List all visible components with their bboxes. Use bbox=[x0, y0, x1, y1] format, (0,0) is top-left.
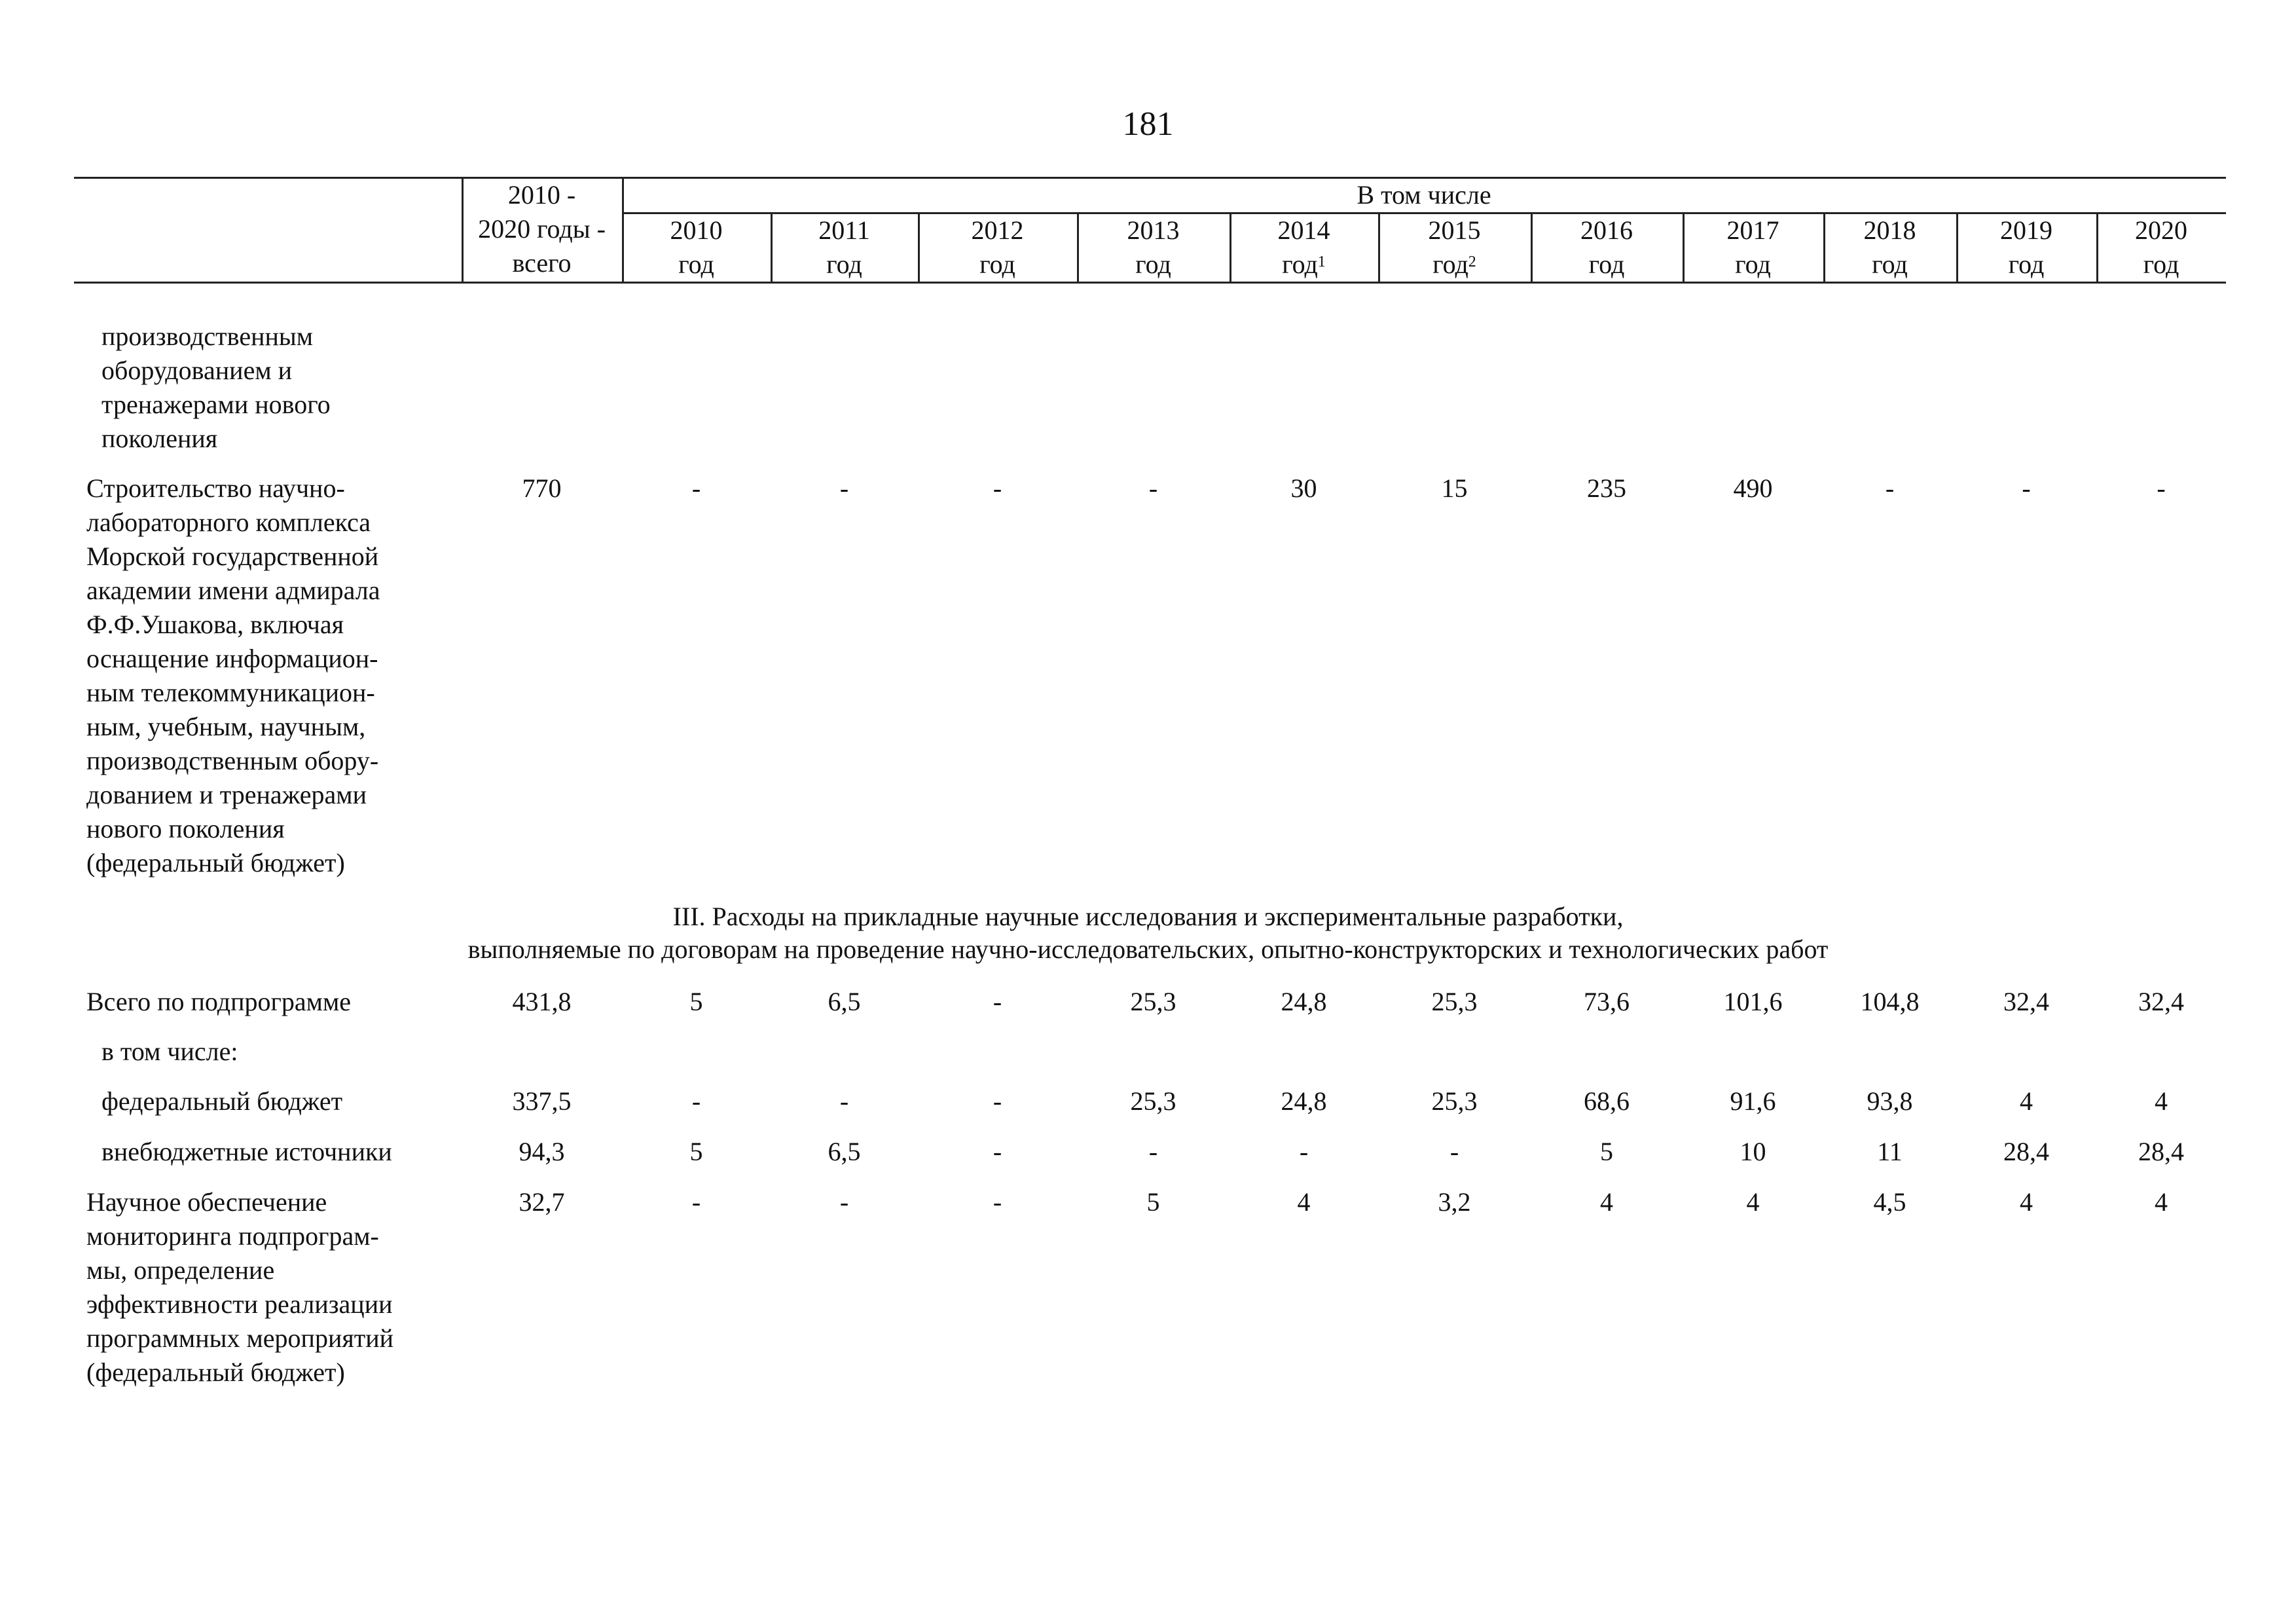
row-label-line: мы, определение bbox=[86, 1255, 275, 1285]
year-header-2018 bbox=[1823, 213, 1956, 282]
cell-year-2020: 28,4 bbox=[2138, 1137, 2184, 1166]
cell-year-2018: 93,8 bbox=[1867, 1086, 1913, 1116]
cell-year-2017: 4 bbox=[1746, 1187, 1760, 1217]
row-label-line: Строительство научно- bbox=[86, 473, 345, 503]
cell-year-2016: 68,6 bbox=[1584, 1086, 1630, 1116]
cell-year-2020: 4 bbox=[2155, 1187, 2168, 1217]
cell-total: 94,3 bbox=[519, 1137, 565, 1166]
year-header-word: год$^1$ bbox=[1282, 249, 1326, 279]
row-label-line: производственным обору- bbox=[86, 746, 379, 775]
year-header-year: 2012 bbox=[971, 215, 1024, 245]
cell-year-2020: 32,4 bbox=[2138, 987, 2184, 1016]
section-title-line: выполняемые по договорам на проведение научно-исследовательских, опытно-конструкторских и технологических работ bbox=[467, 934, 1829, 964]
header-bottom-rule bbox=[74, 282, 2226, 284]
cell-year-2018: - bbox=[1885, 473, 1895, 503]
row-label-line: дованием и тренажерами bbox=[86, 780, 367, 809]
row-label-line: программных мероприятий bbox=[86, 1323, 394, 1353]
cell-total: 337,5 bbox=[512, 1086, 572, 1116]
year-header-year: 2015 bbox=[1428, 215, 1481, 245]
row-label-line: мониторинга подпрограм- bbox=[86, 1221, 379, 1251]
row-label-line: Всего по подпрограмме bbox=[86, 987, 352, 1016]
cell-year-2012: - bbox=[993, 473, 1002, 503]
cell-year-2010: 5 bbox=[689, 987, 703, 1016]
year-header-word: год bbox=[2143, 249, 2179, 279]
year-header-word: год bbox=[1872, 249, 1908, 279]
year-header-word: год bbox=[678, 249, 714, 279]
header-total-line: 2020 годы - bbox=[478, 214, 606, 244]
cell-year-2014: 24,8 bbox=[1281, 1086, 1327, 1116]
header-total-line: 2010 - bbox=[507, 180, 576, 210]
row-label-line: эффективности реализации bbox=[86, 1289, 393, 1319]
year-header-2012 bbox=[918, 213, 1077, 282]
cell-year-2013: - bbox=[1148, 1137, 1158, 1166]
row-label-line: в том числе: bbox=[101, 1037, 238, 1066]
cell-year-2015: 15 bbox=[1441, 473, 1468, 503]
row-label bbox=[101, 1135, 507, 1169]
footnote-mark: 2 bbox=[1468, 253, 1476, 270]
cell-year-2011: 6,5 bbox=[828, 1137, 861, 1166]
row-label-line: академии имени адмирала bbox=[86, 576, 380, 605]
cell-year-2019: 32,4 bbox=[2003, 987, 2049, 1016]
row-label bbox=[101, 1035, 507, 1069]
year-header-word: год bbox=[1588, 249, 1625, 279]
cell-year-2016: 5 bbox=[1600, 1137, 1613, 1166]
cell-year-2011: - bbox=[839, 1187, 849, 1217]
year-header-year: 2014 bbox=[1277, 215, 1330, 245]
year-header-2019 bbox=[1956, 213, 2096, 282]
row-label-line: оснащение информацион- bbox=[86, 644, 378, 673]
cell-year-2014: - bbox=[1299, 1137, 1309, 1166]
cell-year-2019: 4 bbox=[2020, 1187, 2033, 1217]
year-header-year: 2011 bbox=[818, 215, 870, 245]
cell-year-2015: - bbox=[1449, 1137, 1459, 1166]
year-header-year: 2018 bbox=[1863, 215, 1916, 245]
year-header-word: год bbox=[1735, 249, 1771, 279]
row-label-line: (федеральный бюджет) bbox=[86, 848, 345, 877]
cell-year-2010: 5 bbox=[689, 1137, 703, 1166]
cell-year-2012: - bbox=[993, 1137, 1002, 1166]
cell-year-2012: - bbox=[993, 1086, 1002, 1116]
row-label-line: Научное обеспечение bbox=[86, 1187, 327, 1217]
year-header-2010 bbox=[622, 213, 771, 282]
year-header-2014 bbox=[1230, 213, 1378, 282]
row-label-line: нового поколения bbox=[86, 814, 285, 843]
year-header-word: год bbox=[826, 249, 862, 279]
row-label-line: лабораторного комплекса bbox=[86, 507, 371, 537]
year-header-word: год bbox=[1135, 249, 1171, 279]
cell-year-2018: 11 bbox=[1877, 1137, 1903, 1166]
header-group-label: В том числе bbox=[1357, 180, 1491, 210]
year-header-year: 2020 bbox=[2135, 215, 2187, 245]
cell-year-2019: 28,4 bbox=[2003, 1137, 2049, 1166]
year-header-word: год bbox=[979, 249, 1015, 279]
cell-year-2013: 25,3 bbox=[1130, 987, 1176, 1016]
row-label bbox=[86, 1185, 492, 1390]
cell-year-2011: - bbox=[839, 473, 849, 503]
row-label-line: внебюджетные источники bbox=[101, 1137, 392, 1166]
row-label-line: поколения bbox=[101, 424, 218, 453]
cell-year-2010: - bbox=[691, 473, 701, 503]
cell-total: 770 bbox=[522, 473, 562, 503]
row-label-line: Ф.Ф.Ушакова, включая bbox=[86, 610, 344, 639]
row-label-line: производственным bbox=[101, 322, 314, 351]
cell-year-2012: - bbox=[993, 1187, 1002, 1217]
cell-year-2012: - bbox=[993, 987, 1002, 1016]
cell-year-2017: 10 bbox=[1740, 1137, 1766, 1166]
row-label-line: федеральный бюджет bbox=[101, 1086, 343, 1116]
cell-year-2015: 25,3 bbox=[1431, 987, 1478, 1016]
year-header-2016 bbox=[1531, 213, 1683, 282]
row-label-line: тренажерами нового bbox=[101, 390, 331, 419]
cell-year-2011: - bbox=[839, 1086, 849, 1116]
year-header-word: год bbox=[2008, 249, 2045, 279]
year-header-2011 bbox=[771, 213, 918, 282]
header-total-col bbox=[462, 178, 622, 280]
row-label-line: оборудованием и bbox=[101, 356, 293, 385]
row-label-line: ным телекоммуникацион- bbox=[86, 678, 375, 707]
cell-year-2015: 25,3 bbox=[1431, 1086, 1478, 1116]
year-header-2017 bbox=[1683, 213, 1823, 282]
footnote-mark: 1 bbox=[1317, 253, 1326, 270]
cell-year-2020: 4 bbox=[2155, 1086, 2168, 1116]
page-number: 181 bbox=[1122, 105, 1174, 143]
cell-year-2016: 235 bbox=[1587, 473, 1626, 503]
year-header-year: 2010 bbox=[670, 215, 723, 245]
cell-year-2013: - bbox=[1148, 473, 1158, 503]
year-header-2020 bbox=[2096, 213, 2226, 282]
cell-total: 431,8 bbox=[512, 987, 572, 1016]
row-label-line: Морской государственной bbox=[86, 542, 379, 571]
cell-year-2017: 490 bbox=[1733, 473, 1773, 503]
cell-year-2010: - bbox=[691, 1187, 701, 1217]
cell-year-2017: 101,6 bbox=[1723, 987, 1783, 1016]
row-label bbox=[86, 985, 492, 1019]
cell-year-2016: 73,6 bbox=[1584, 987, 1630, 1016]
cell-year-2018: 4,5 bbox=[1873, 1187, 1906, 1217]
year-header-year: 2016 bbox=[1580, 215, 1633, 245]
cell-year-2018: 104,8 bbox=[1860, 987, 1920, 1016]
cell-year-2013: 25,3 bbox=[1130, 1086, 1176, 1116]
row-label-line: ным, учебным, научным, bbox=[86, 712, 366, 741]
cell-year-2016: 4 bbox=[1600, 1187, 1613, 1217]
cell-year-2019: 4 bbox=[2020, 1086, 2033, 1116]
year-header-year: 2017 bbox=[1726, 215, 1779, 245]
cell-total: 32,7 bbox=[519, 1187, 565, 1217]
year-header-word: год$^2$ bbox=[1432, 249, 1476, 279]
header-total-line: всего bbox=[512, 248, 572, 278]
cell-year-2019: - bbox=[2022, 473, 2031, 503]
year-header-2015 bbox=[1378, 213, 1531, 282]
cell-year-2014: 24,8 bbox=[1281, 987, 1327, 1016]
row-label bbox=[86, 471, 492, 880]
row-label bbox=[101, 320, 507, 456]
cell-year-2014: 30 bbox=[1290, 473, 1317, 503]
row-label bbox=[101, 1084, 507, 1118]
cell-year-2011: 6,5 bbox=[828, 987, 861, 1016]
cell-year-2015: 3,2 bbox=[1438, 1187, 1471, 1217]
cell-year-2020: - bbox=[2157, 473, 2166, 503]
cell-year-2010: - bbox=[691, 1086, 701, 1116]
year-header-2013 bbox=[1077, 213, 1230, 282]
year-header-year: 2013 bbox=[1127, 215, 1180, 245]
row-label-line: (федеральный бюджет) bbox=[86, 1357, 345, 1387]
cell-year-2017: 91,6 bbox=[1730, 1086, 1776, 1116]
section-title-line: III. Расходы на прикладные научные исследования и экспериментальные разработки, bbox=[672, 902, 1624, 931]
cell-year-2013: 5 bbox=[1146, 1187, 1160, 1217]
year-header-year: 2019 bbox=[2000, 215, 2052, 245]
cell-year-2014: 4 bbox=[1297, 1187, 1311, 1217]
